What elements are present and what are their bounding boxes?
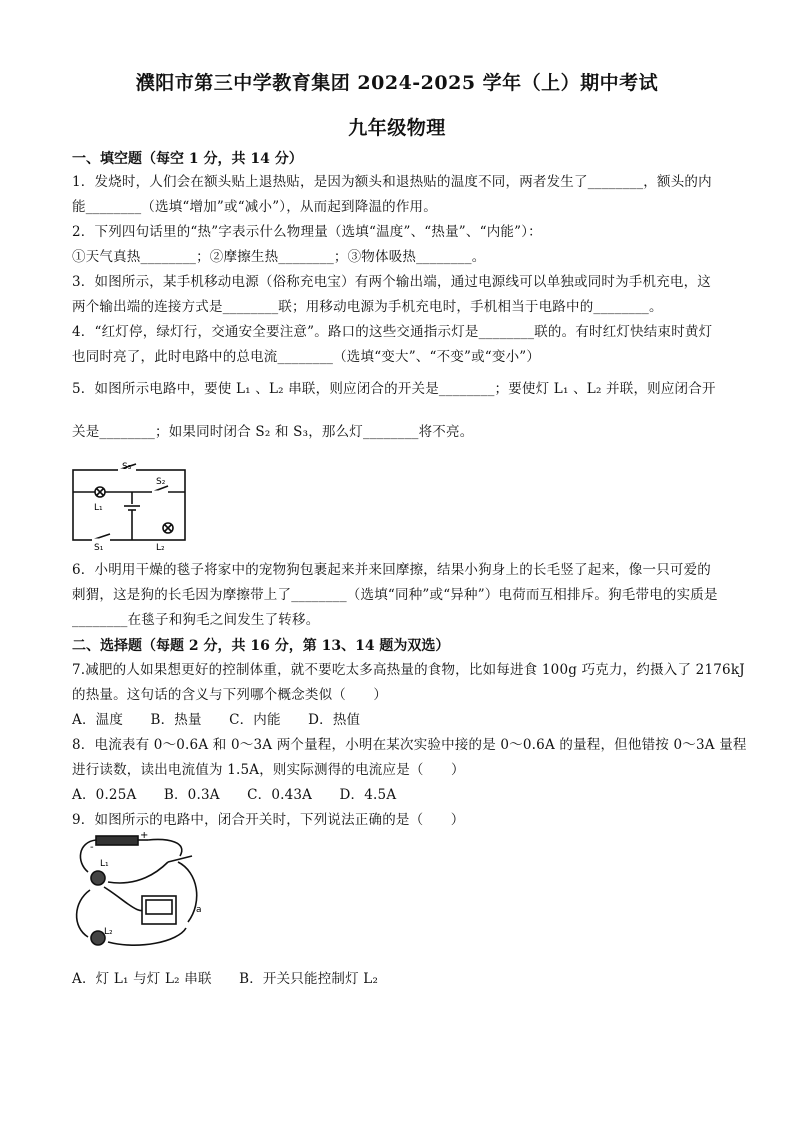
question-line: 8．电流表有 0～0.6A 和 0～3A 两个量程，小明在某次实验中接的是 0～0.6A 的量程，但他错按 0～3A 量程 (72, 737, 747, 753)
label-s1: S₁ (94, 543, 104, 550)
question-line: 也同时亮了，此时电路中的总电流________（选填“变大”、“不变”或“变小”） (72, 349, 541, 365)
section-heading-multiple-choice: 二、选择题（每题 2 分，共 16 分，第 13、14 题为双选） (72, 638, 450, 654)
question-line: 刺猬，这是狗的长毛因为摩擦带上了________（选填“同种”或“异种”）电荷而互相排斥。狗毛带电的实质是 (72, 587, 718, 603)
answer-options: A．温度 B．热量 C．内能 D．热值 (72, 712, 361, 728)
exam-title: 濮阳市第三中学教育集团 2024-2025 学年（上）期中考试 (135, 72, 659, 94)
label-a: a (196, 905, 202, 915)
exam-subtitle: 九年级物理 (348, 117, 446, 139)
question-line: 4．“红灯停，绿灯行，交通安全要注意”。路口的这些交通指示灯是________联的。有时红灯快结束时黄灯 (72, 324, 713, 340)
question-line: ________在毯子和狗毛之间发生了转移。 (72, 612, 320, 628)
question-line: ①天气真热________；②摩擦生热________；③物体吸热________。 (72, 249, 486, 265)
label-plus: + (140, 832, 149, 841)
question-line: 9．如图所示的电路中，闭合开关时，下列说法正确的是（ ） (72, 812, 465, 828)
question-line: 两个输出端的连接方式是________联；用移动电源为手机充电时，手机相当于电路中的________。 (72, 299, 663, 315)
question-line: 6．小明用干燥的毯子将家中的宠物狗包裹起来并来回摩擦，结果小狗身上的长毛竖了起来，像一只可爱的 (72, 562, 711, 578)
question-line: 的热量。这句话的含义与下列哪个概念类似（ ） (72, 687, 388, 703)
label-s3: S₃ (122, 462, 132, 472)
question-line: 进行读数，读出电流值为 1.5A，则实际测得的电流应是（ ） (72, 762, 465, 778)
question-line: 能________（选填“增加”或“减小”），从而起到降温的作用。 (72, 199, 437, 215)
section-heading-fill-blank: 一、填空题（每空 1 分，共 14 分） (72, 151, 303, 167)
circuit-diagram-q5 (70, 460, 190, 550)
question-line: 1．发烧时，人们会在额头贴上退热贴，是因为额头和退热贴的温度不同，两者发生了________，额头的内 (72, 174, 712, 190)
question-line: 关是________；如果同时闭合 S₂ 和 S₃，那么灯________将不亮。 (72, 424, 474, 440)
answer-options: A．灯 L₁ 与灯 L₂ 串联 B．开关只能控制灯 L₂ (72, 971, 379, 987)
answer-options: A．0.25A B．0.3A C．0.43A D．4.5A (72, 787, 397, 803)
question-line: 5．如图所示电路中，要使 L₁ 、L₂ 串联，则应闭合的开关是________；要使灯 L₁ 、L₂ 并联，则应闭合开 (72, 381, 716, 397)
circuit-diagram-q9 (68, 832, 210, 954)
label-l2: L₂ (104, 927, 113, 937)
question-line: 3．如图所示，某手机移动电源（俗称充电宝）有两个输出端，通过电源线可以单独或同时为手机充电，这 (72, 274, 711, 290)
label-l1: L₁ (94, 503, 103, 513)
label-l2: L₂ (156, 543, 165, 550)
label-minus: - (90, 842, 94, 853)
label-s2: S₂ (156, 477, 166, 487)
label-l1: L₁ (100, 859, 109, 869)
question-line: 7.减肥的人如果想更好的控制体重，就不要吃太多高热量的食物，比如每进食 100g 巧克力，约摄入了 2176kJ (72, 662, 745, 678)
question-line: 2．下列四句话里的“热”字表示什么物理量（选填“温度”、“热量”、“内能”）： (72, 224, 542, 240)
